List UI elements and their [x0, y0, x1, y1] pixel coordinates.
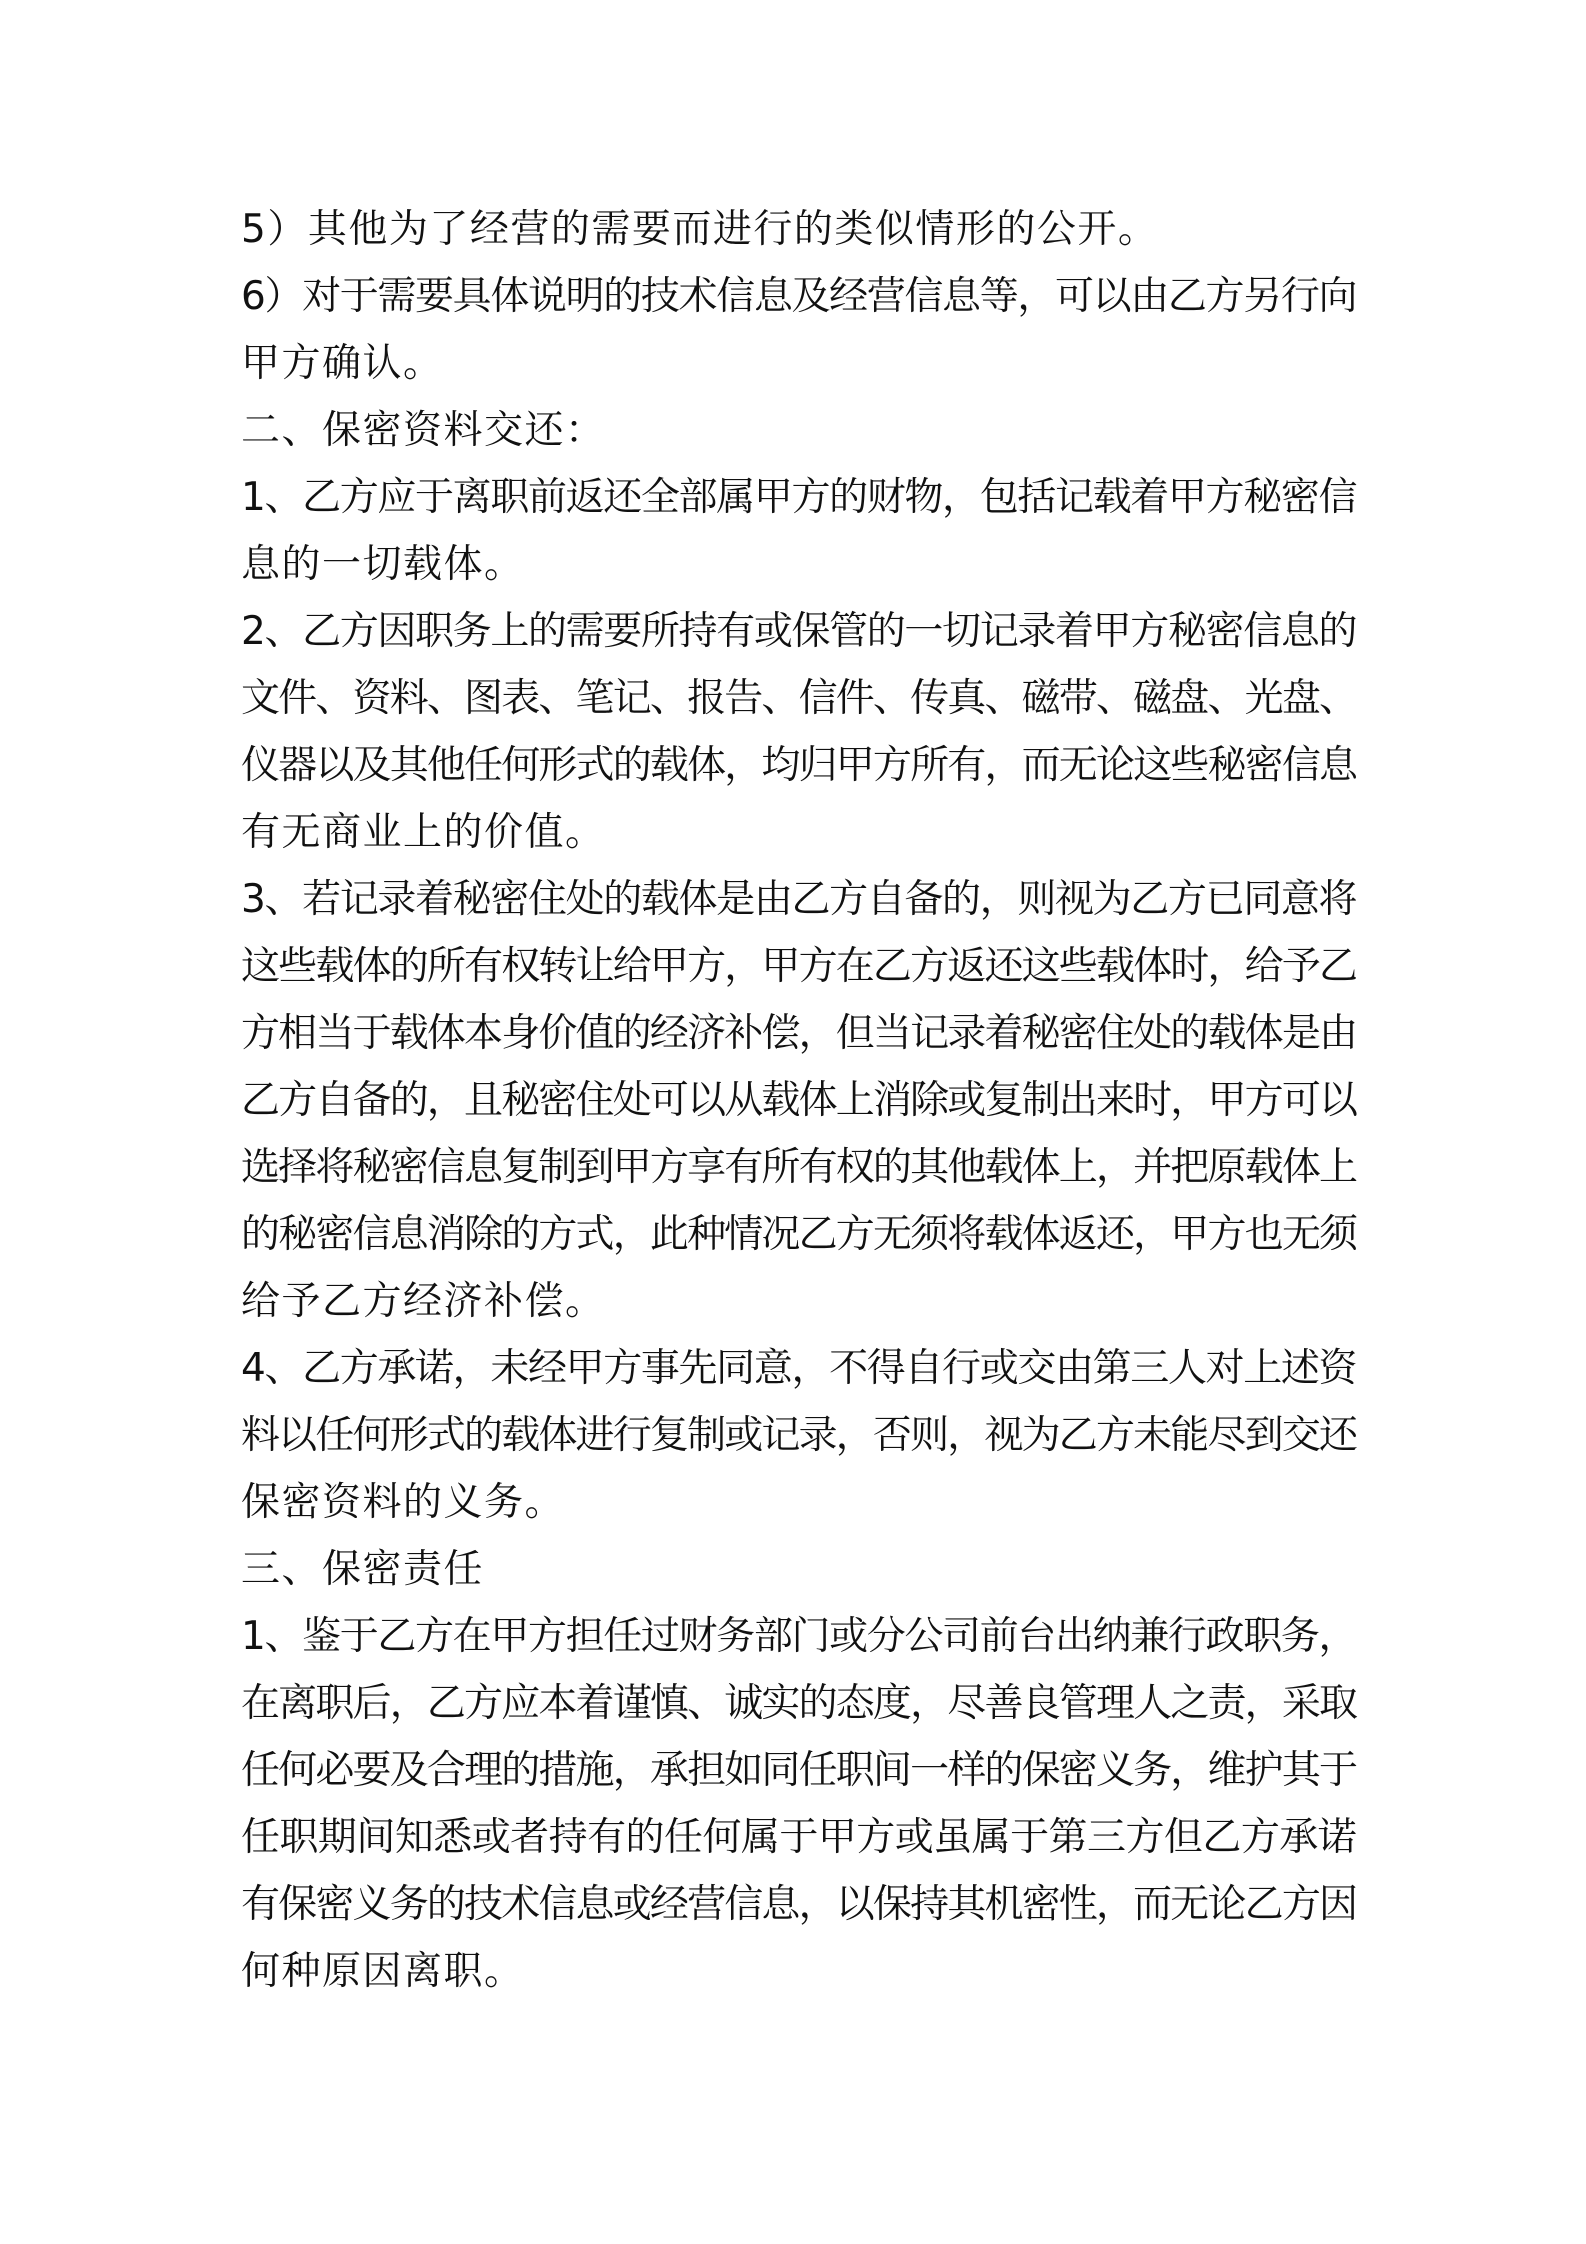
text-line: 4、乙方承诺，未经甲方事先同意，不得自行或交由第三人对上述资	[241, 1346, 1356, 1391]
text-line: 文件、资料、图表、笔记、报告、信件、传真、磁带、磁盘、光盘、	[241, 676, 1356, 721]
text-line: 3、若记录着秘密住处的载体是由乙方自备的，则视为乙方已同意将	[241, 877, 1356, 922]
text-line: 6）对于需要具体说明的技术信息及经营信息等，可以由乙方另行向	[241, 274, 1356, 319]
text-line: 这些载体的所有权转让给甲方，甲方在乙方返还这些载体时，给予乙	[241, 944, 1356, 989]
text-line: 何种原因离职。	[241, 1949, 525, 1994]
paragraph-item-5	[241, 196, 1356, 263]
clause-2-4	[241, 1335, 1356, 1536]
text-line: 任何必要及合理的措施，承担如同任职间一样的保密义务，维护其于	[241, 1748, 1356, 1793]
text-line: 料以任何形式的载体进行复制或记录，否则，视为乙方未能尽到交还	[241, 1413, 1356, 1458]
text-line: 2、乙方因职务上的需要所持有或保管的一切记录着甲方秘密信息的	[241, 609, 1356, 654]
text-line: 仪器以及其他任何形式的载体，均归甲方所有，而无论这些秘密信息	[241, 743, 1356, 788]
clause-2-2	[241, 598, 1356, 866]
text-line: 有保密义务的技术信息或经营信息，以保持其机密性，而无论乙方因	[241, 1882, 1356, 1927]
section-heading-2	[241, 397, 1356, 464]
section-heading-3	[241, 1536, 1356, 1603]
text-line: 在离职后，乙方应本着谨慎、诚实的态度，尽善良管理人之责，采取	[241, 1681, 1356, 1726]
text-line: 方相当于载体本身价值的经济补偿，但当记录着秘密住处的载体是由	[241, 1011, 1356, 1056]
text-line: 的秘密信息消除的方式，此种情况乙方无须将载体返还，甲方也无须	[241, 1212, 1356, 1257]
text-line: 给予乙方经济补偿。	[241, 1279, 606, 1324]
paragraph-item-6	[241, 263, 1356, 397]
text-line: 1、乙方应于离职前返还全部属甲方的财物，包括记载着甲方秘密信	[241, 475, 1356, 520]
clause-3-1	[241, 1603, 1356, 2005]
text-line: 5）其他为了经营的需要而进行的类似情形的公开。	[241, 207, 1159, 252]
section-heading-text: 三、保密责任	[241, 1547, 485, 1592]
text-line: 保密资料的义务。	[241, 1480, 566, 1525]
text-line: 任职期间知悉或者持有的任何属于甲方或虽属于第三方但乙方承诺	[241, 1815, 1356, 1860]
section-heading-text: 二、保密资料交还：	[241, 408, 606, 453]
text-line: 1、鉴于乙方在甲方担任过财务部门或分公司前台出纳兼行政职务，	[241, 1614, 1356, 1659]
text-line: 甲方确认。	[241, 341, 444, 386]
clause-2-1	[241, 464, 1356, 598]
text-line: 有无商业上的价值。	[241, 810, 606, 855]
text-line: 乙方自备的，且秘密住处可以从载体上消除或复制出来时，甲方可以	[241, 1078, 1356, 1123]
text-line: 息的一切载体。	[241, 542, 525, 587]
clause-2-3	[241, 866, 1356, 1335]
document-body	[241, 196, 1356, 2005]
text-line: 选择将秘密信息复制到甲方享有所有权的其他载体上，并把原载体上	[241, 1145, 1356, 1190]
